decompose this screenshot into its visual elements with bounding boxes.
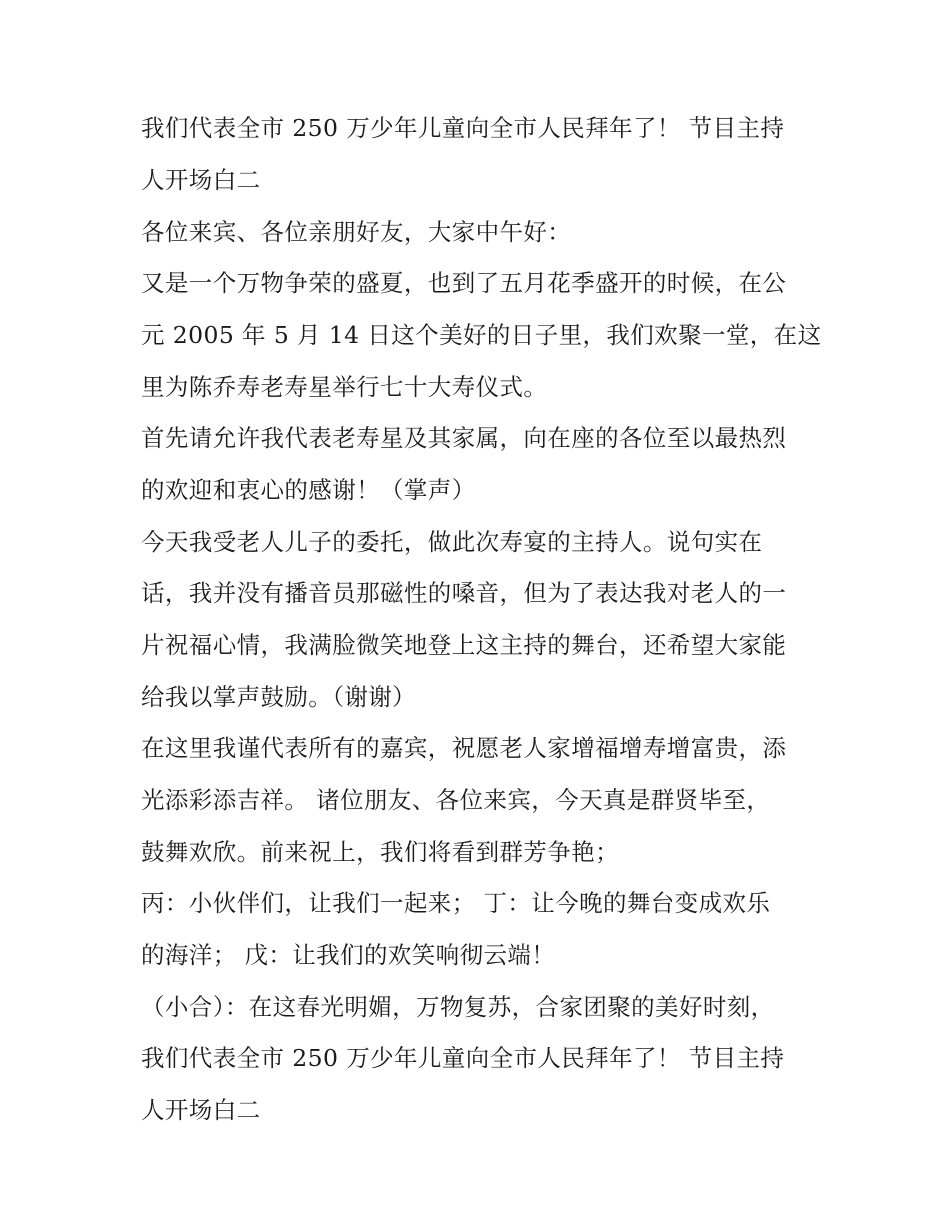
text-line-1: 我们代表全市 250 万少年儿童向全市人民拜年了！ 节目主持 <box>141 114 785 142</box>
text-line-3: 各位来宾、各位亲朋好友，大家中午好： <box>141 218 572 246</box>
text-line-4: 又是一个万物争荣的盛夏，也到了五月花季盛开的时候，在公 <box>141 269 787 297</box>
text-line-11: 片祝福心情，我满脸微笑地登上这主持的舞台，还希望大家能 <box>141 631 787 659</box>
text-line-19: 我们代表全市 250 万少年儿童向全市人民拜年了！ 节目主持 <box>141 1044 785 1072</box>
text-line-18: （小合）：在这春光明媚，万物复苏，合家团聚的美好时刻， <box>141 993 775 1021</box>
text-line-17: 的海洋； 戊：让我们的欢笑响彻云端！ <box>141 941 556 969</box>
text-line-6: 里为陈乔寿老寿星举行七十大寿仪式。 <box>141 373 548 401</box>
text-line-2: 人开场白二 <box>141 166 261 194</box>
text-line-7: 首先请允许我代表老寿星及其家属，向在座的各位至以最热烈 <box>141 424 787 452</box>
text-line-8: 的欢迎和衷心的感谢！（掌声） <box>141 476 476 504</box>
text-line-16: 丙：小伙伴们，让我们一起来； 丁：让今晚的舞台变成欢乐 <box>141 889 771 917</box>
text-line-14: 光添彩添吉祥。 诸位朋友、各位来宾，今天真是群贤毕至， <box>141 786 771 814</box>
text-line-5: 元 2005 年 5 月 14 日这个美好的日子里，我们欢聚一堂，在这 <box>141 321 822 349</box>
text-line-10: 话，我并没有播音员那磁性的嗓音，但为了表达我对老人的一 <box>141 579 787 607</box>
text-line-12: 给我以掌声鼓励。（谢谢） <box>141 683 417 711</box>
text-line-20: 人开场白二 <box>141 1096 261 1124</box>
text-line-15: 鼓舞欢欣。前来祝上，我们将看到群芳争艳； <box>141 838 619 866</box>
text-line-13: 在这里我谨代表所有的嘉宾，祝愿老人家增福增寿增富贵，添 <box>141 734 787 762</box>
text-line-9: 今天我受老人儿子的委托，做此次寿宴的主持人。说句实在 <box>141 528 763 556</box>
